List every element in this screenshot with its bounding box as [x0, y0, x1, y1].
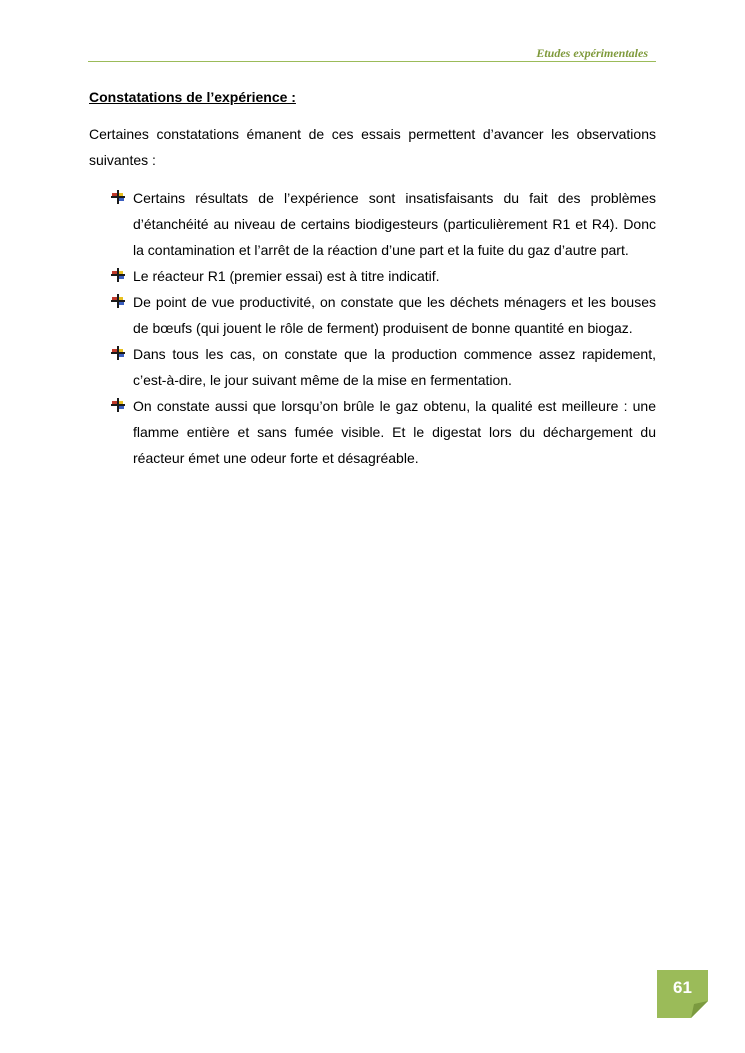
section-heading: Constatations de l’expérience :	[89, 89, 296, 105]
intro-paragraph: Certaines constatations émanent de ces essais permettent d’avancer les observations suivantes :	[89, 126, 656, 168]
page-number: 61	[673, 978, 692, 997]
pin-bullet-icon	[111, 346, 125, 360]
pin-bullet-icon	[111, 190, 125, 204]
observations-list	[89, 185, 656, 471]
list-item-text: Dans tous les cas, on constate que la production commence assez rapidement, c’est-à-dire, le jour suivant même de la mise en fermentation.	[133, 346, 656, 388]
page-content	[89, 87, 656, 471]
list-item-text: Certains résultats de l’expérience sont insatisfaisants du fait des problèmes d’étanchéité au niveau de certains biodigesteurs (particulièrement R1 et R4). Donc la contamination et l’arrêt de la réaction d’une part et la fuite du gaz d’autre part.	[133, 190, 656, 258]
list-item-text: Le réacteur R1 (premier essai) est à titre indicatif.	[133, 268, 440, 284]
running-header-title: Etudes expérimentales	[536, 46, 648, 60]
pin-bullet-icon	[111, 398, 125, 412]
page-number-badge	[657, 970, 708, 1018]
pin-bullet-icon	[111, 268, 125, 282]
pin-bullet-icon	[111, 294, 125, 308]
list-item	[133, 289, 656, 341]
list-item	[133, 393, 656, 471]
list-item	[133, 185, 656, 263]
list-item	[133, 341, 656, 393]
list-item-text: De point de vue productivité, on constate que les déchets ménagers et les bouses de bœufs (qui jouent le rôle de ferment) produisent de bonne quantité en biogaz.	[133, 294, 656, 336]
header-divider	[88, 61, 656, 62]
list-item-text: On constate aussi que lorsqu’on brûle le gaz obtenu, la qualité est meilleure : une flamme entière et sans fumée visible. Et le digestat lors du déchargement du réacteur émet une odeur forte et désagréable.	[133, 398, 656, 466]
list-item	[133, 263, 656, 289]
